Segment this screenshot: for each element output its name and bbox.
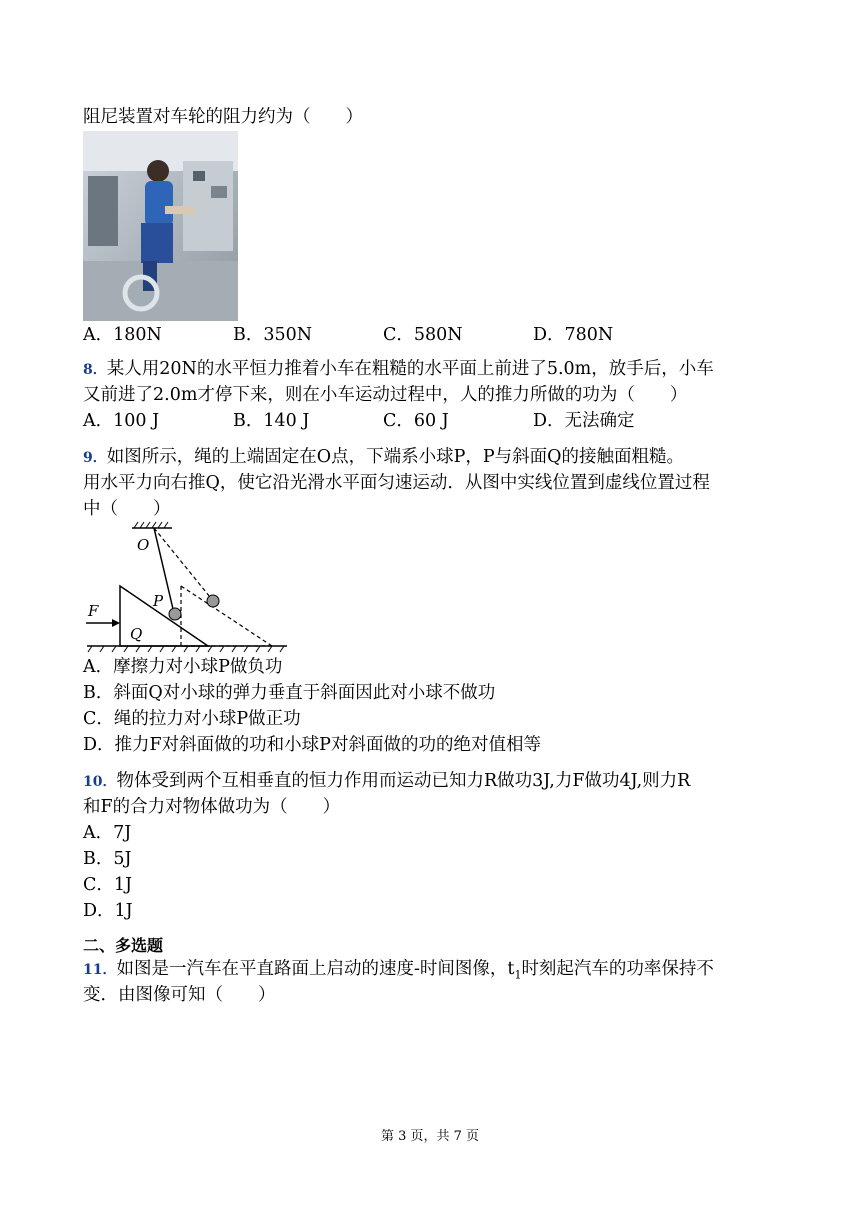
- q10-option-c: C．1J: [83, 875, 133, 895]
- q11-stem-line1: 11．如图是一汽车在平直路面上启动的速度-时间图像，$t_1$时刻起汽车的功率保持不: [83, 959, 714, 982]
- label-q: Q: [130, 625, 143, 643]
- q7-option-a: A．180N: [83, 325, 162, 345]
- q11-stem-line2: 变．由图像可知（ ）: [83, 985, 276, 1005]
- q10-option-a: A．7J: [83, 823, 132, 843]
- label-o: O: [137, 536, 150, 554]
- q7-option-b: B．350N: [233, 325, 313, 345]
- q11-number: 11．: [83, 962, 117, 978]
- q10-stem-line2: 和F的合力对物体做功为（ ）: [83, 797, 341, 817]
- astronaut-exercise-photo: [83, 131, 238, 321]
- label-p: P: [153, 592, 164, 610]
- q8-option-c: C．60 J: [383, 411, 449, 431]
- q10-option-d: D．1J: [83, 901, 133, 921]
- q9-stem-line2: 用水平力向右推Q，使它沿光滑水平面匀速运动．从图中实线位置到虚线位置过程: [83, 473, 710, 493]
- q7-option-d: D．780N: [533, 325, 614, 345]
- section-title-multiple-choice: 二、多选题: [83, 936, 164, 955]
- q7-option-c: C．580N: [383, 325, 463, 345]
- incline-pendulum-diagram: [82, 520, 292, 655]
- q10-stem-line1: 10．物体受到两个互相垂直的恒力作用而运动已知力R做功3J,力F做功4J,则力R: [83, 771, 691, 791]
- q9-stem-line1: 9．如图所示，绳的上端固定在O点，下端系小球P，P与斜面Q的接触面粗糙。: [83, 447, 684, 467]
- q8-stem-line2: 又前进了2.0m才停下来，则在小车运动过程中，人的推力所做的功为（ ）: [83, 385, 688, 405]
- q8-option-d: D．无法确定: [533, 411, 635, 431]
- label-f: F: [88, 602, 99, 620]
- page-footer: 第 3 页，共 7 页: [380, 1129, 480, 1144]
- q9-number: 9．: [83, 450, 107, 466]
- q10-option-b: B．5J: [83, 849, 132, 869]
- q9-option-a: A．摩擦力对小球P做负功: [83, 657, 283, 677]
- q8-number: 8．: [83, 362, 107, 378]
- q8-option-a: A．100 J: [83, 411, 160, 431]
- q8-stem-line1: 8．某人用20N的水平恒力推着小车在粗糙的水平面上前进了5.0m，放手后，小车: [83, 359, 714, 379]
- q9-option-c: C．绳的拉力对小球P做正功: [83, 709, 301, 729]
- q8-option-b: B．140 J: [233, 411, 310, 431]
- q10-number: 10．: [83, 774, 117, 790]
- q7-stem-tail: 阻尼装置对车轮的阻力约为（ ）: [83, 107, 363, 127]
- q9-option-b: B．斜面Q对小球的弹力垂直于斜面因此对小球不做功: [83, 683, 496, 703]
- q9-stem-line3: 中（ ）: [83, 499, 171, 519]
- q9-option-d: D．推力F对斜面做的功和小球P对斜面做的功的绝对值相等: [83, 735, 541, 755]
